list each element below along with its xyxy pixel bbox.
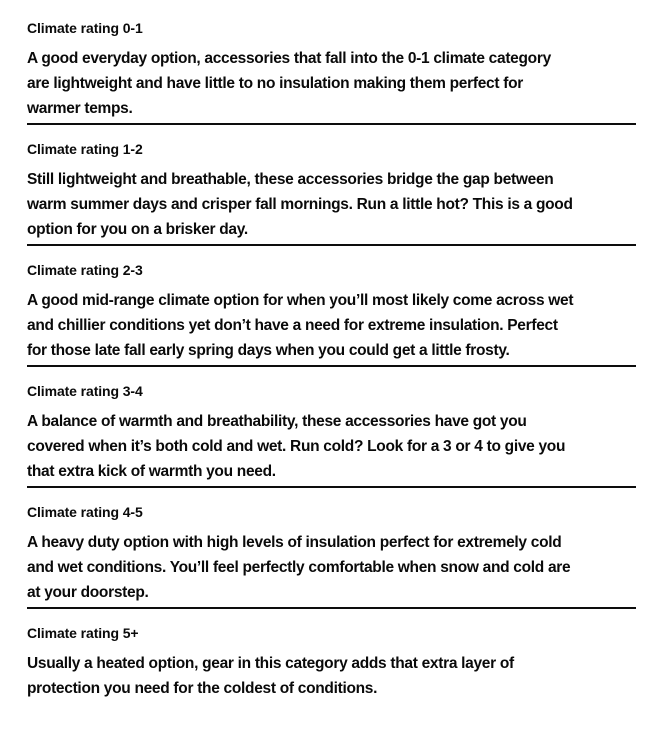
section-paragraph bbox=[27, 167, 636, 242]
paragraph-line: option for you on a brisker day. bbox=[27, 221, 248, 238]
paragraph-line: A heavy duty option with high levels of insulation perfect for extremely cold bbox=[27, 534, 562, 551]
section-climate-rating-0-1 bbox=[27, 18, 636, 125]
paragraph-line: are lightweight and have little to no insulation making them perfect for bbox=[27, 75, 523, 92]
paragraph-line: protection you need for the coldest of conditions. bbox=[27, 680, 378, 697]
section-climate-rating-5-plus bbox=[27, 623, 636, 703]
paragraph-line: A balance of warmth and breathability, these accessories have got you bbox=[27, 413, 527, 430]
section-heading: Climate rating 4-5 bbox=[27, 504, 143, 520]
paragraph-line: warmer temps. bbox=[27, 100, 133, 117]
section-climate-rating-1-2 bbox=[27, 139, 636, 246]
paragraph-line: A good everyday option, accessories that fall into the 0-1 climate category bbox=[27, 50, 551, 67]
section-heading: Climate rating 0-1 bbox=[27, 20, 143, 36]
paragraph-line: and chillier conditions yet don’t have a need for extreme insulation. Perfect bbox=[27, 317, 558, 334]
section-heading: Climate rating 1-2 bbox=[27, 141, 143, 157]
section-climate-rating-4-5 bbox=[27, 502, 636, 609]
section-heading: Climate rating 5+ bbox=[27, 625, 139, 641]
section-heading: Climate rating 2-3 bbox=[27, 262, 143, 278]
paragraph-line: warm summer days and crisper fall mornings. Run a little hot? This is a good bbox=[27, 196, 573, 213]
section-climate-rating-3-4 bbox=[27, 381, 636, 488]
section-climate-rating-2-3 bbox=[27, 260, 636, 367]
paragraph-line: Still lightweight and breathable, these accessories bridge the gap between bbox=[27, 171, 554, 188]
section-paragraph bbox=[27, 46, 636, 121]
section-heading: Climate rating 3-4 bbox=[27, 383, 143, 399]
paragraph-line: for those late fall early spring days when you could get a little frosty. bbox=[27, 342, 510, 359]
section-paragraph bbox=[27, 530, 636, 605]
paragraph-line: Usually a heated option, gear in this category adds that extra layer of bbox=[27, 655, 514, 672]
paragraph-line: that extra kick of warmth you need. bbox=[27, 463, 276, 480]
section-paragraph bbox=[27, 288, 636, 363]
paragraph-line: A good mid-range climate option for when you’ll most likely come across wet bbox=[27, 292, 574, 309]
section-paragraph bbox=[27, 409, 636, 484]
section-paragraph bbox=[27, 651, 636, 701]
paragraph-line: at your doorstep. bbox=[27, 584, 149, 601]
paragraph-line: and wet conditions. You’ll feel perfectly comfortable when snow and cold are bbox=[27, 559, 571, 576]
paragraph-line: covered when it’s both cold and wet. Run cold? Look for a 3 or 4 to give you bbox=[27, 438, 566, 455]
